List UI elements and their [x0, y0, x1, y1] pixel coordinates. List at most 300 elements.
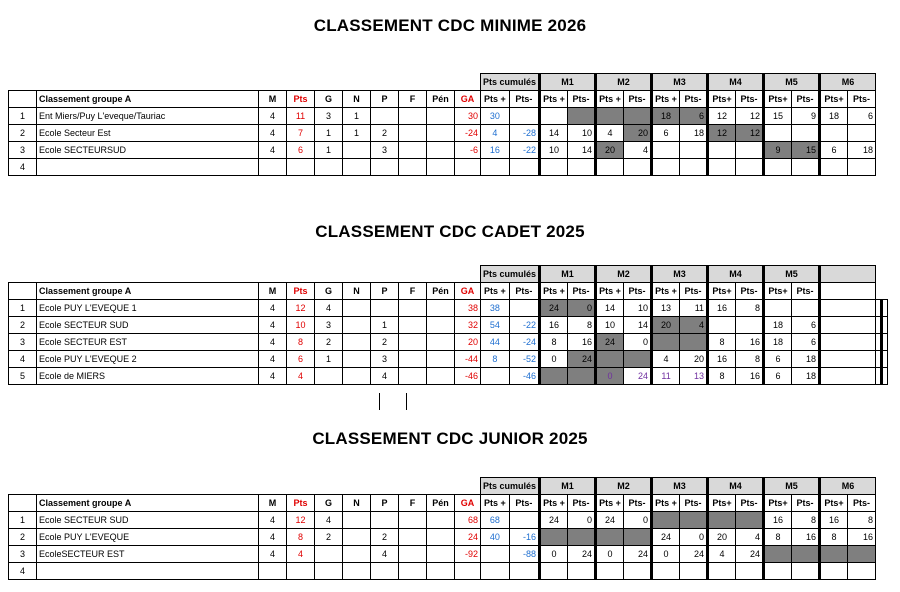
match-label-m3: M3	[652, 266, 708, 283]
match-points-cell	[652, 512, 680, 529]
stat-cell	[343, 159, 371, 176]
cumul-pts-minus-cell: -88	[509, 546, 539, 563]
match-points-cell	[708, 563, 736, 580]
stat-cell	[371, 512, 399, 529]
match-points-cell: 15	[792, 142, 820, 159]
stat-cell: 6	[287, 142, 315, 159]
empty-match-header	[820, 266, 876, 283]
rank-header	[9, 283, 37, 300]
match-points-cell: 24	[568, 546, 596, 563]
match-points-cell: 10	[568, 125, 596, 142]
minime-standings-table	[8, 73, 876, 176]
stat-cell	[343, 529, 371, 546]
match-points-cell	[680, 142, 708, 159]
match-points-cell: 16	[708, 300, 736, 317]
stat-cell: 11	[287, 108, 315, 125]
match-points-cell	[652, 142, 680, 159]
match-label-m5: M5	[764, 74, 820, 91]
match-points-cell: 12	[708, 125, 736, 142]
stat-cell: 3	[315, 108, 343, 125]
table-row	[9, 512, 876, 529]
match-points-cell	[624, 351, 652, 368]
match-label-m2: M2	[596, 266, 652, 283]
stat-cell	[427, 142, 455, 159]
match-points-cell	[708, 512, 736, 529]
stat-cell	[259, 563, 287, 580]
stat-cell	[427, 334, 455, 351]
goal-average-cell: -24	[455, 125, 481, 142]
match-points-cell	[792, 125, 820, 142]
match-points-cell	[624, 108, 652, 125]
column-header-row	[9, 495, 876, 512]
match-points-cell: 18	[792, 351, 820, 368]
rank-cell: 3	[9, 334, 37, 351]
match-points-cell: 8	[736, 351, 764, 368]
match-points-cell	[736, 563, 764, 580]
match-points-cell: 24	[624, 368, 652, 385]
empty-cell	[882, 317, 888, 334]
match-label-m4: M4	[708, 478, 764, 495]
match-points-cell	[568, 108, 596, 125]
table-row	[9, 368, 888, 385]
match-points-cell: 8	[820, 529, 848, 546]
goal-average-cell	[455, 159, 481, 176]
stat-cell	[315, 368, 343, 385]
match-label-m2: M2	[596, 478, 652, 495]
match-points-cell: 18	[764, 334, 792, 351]
match-points-cell: 4	[596, 125, 624, 142]
match-points-cell: 8	[568, 317, 596, 334]
match-points-cell	[792, 159, 820, 176]
match-subheader: Pts-	[792, 91, 820, 108]
column-header: N	[343, 283, 371, 300]
match-subheader: Pts-	[848, 91, 876, 108]
match-points-cell: 6	[792, 317, 820, 334]
match-points-cell	[596, 159, 624, 176]
match-points-cell	[708, 159, 736, 176]
column-header: Pts +	[481, 283, 510, 300]
match-label-m5: M5	[764, 478, 820, 495]
match-points-cell: 20	[652, 317, 680, 334]
match-points-cell	[848, 125, 876, 142]
stat-cell	[343, 368, 371, 385]
match-points-cell	[792, 300, 820, 317]
match-subheader: Pts-	[680, 495, 708, 512]
stat-cell	[399, 563, 427, 580]
match-points-cell	[680, 159, 708, 176]
match-subheader: Pts+	[708, 283, 736, 300]
column-header: Pén	[427, 495, 455, 512]
stat-cell: 4	[371, 546, 399, 563]
empty-cell	[882, 300, 888, 317]
cumul-pts-minus-cell	[509, 300, 539, 317]
stat-cell: 2	[315, 334, 343, 351]
table-row	[9, 142, 876, 159]
match-points-cell: 6	[848, 108, 876, 125]
stat-cell: 4	[315, 300, 343, 317]
rank-header	[9, 495, 37, 512]
match-points-cell	[540, 159, 568, 176]
stat-cell	[399, 317, 427, 334]
team-name-cell: Ecole SECTEUR EST	[37, 334, 259, 351]
stat-cell	[427, 563, 455, 580]
stat-cell: 4	[259, 351, 287, 368]
rank-cell: 4	[9, 563, 37, 580]
column-header: GA	[455, 91, 481, 108]
match-points-cell: 20	[708, 529, 736, 546]
cumul-pts-minus-cell	[509, 108, 539, 125]
match-points-cell: 12	[736, 125, 764, 142]
match-points-cell: 20	[680, 351, 708, 368]
table-row	[9, 159, 876, 176]
match-subheader: Pts+	[764, 495, 792, 512]
column-header: P	[371, 495, 399, 512]
match-subheader: Pts-	[568, 495, 596, 512]
stat-cell	[399, 334, 427, 351]
stat-cell	[399, 351, 427, 368]
stat-cell	[399, 159, 427, 176]
match-points-cell: 0	[652, 546, 680, 563]
rank-cell: 2	[9, 125, 37, 142]
cumul-pts-plus-cell	[481, 546, 510, 563]
column-header: Classement groupe A	[37, 91, 259, 108]
stat-cell: 4	[371, 368, 399, 385]
match-points-cell: 15	[764, 108, 792, 125]
rank-cell: 3	[9, 142, 37, 159]
match-points-cell	[624, 529, 652, 546]
match-points-cell: 24	[680, 546, 708, 563]
column-header: F	[399, 283, 427, 300]
match-points-cell: 20	[624, 125, 652, 142]
stat-cell	[343, 334, 371, 351]
match-points-cell	[596, 529, 624, 546]
minime-title: CLASSEMENT CDC MINIME 2026	[313, 16, 587, 35]
column-header: Pts +	[481, 495, 510, 512]
stat-cell	[427, 512, 455, 529]
stat-cell	[427, 125, 455, 142]
match-points-cell: 8	[764, 529, 792, 546]
stat-cell	[399, 529, 427, 546]
stat-cell	[427, 159, 455, 176]
divider-tick	[379, 393, 380, 410]
match-points-cell: 8	[708, 368, 736, 385]
match-label-m4: M4	[708, 266, 764, 283]
match-points-cell: 6	[764, 351, 792, 368]
match-points-cell: 18	[792, 368, 820, 385]
match-points-cell: 11	[652, 368, 680, 385]
match-subheader: Pts-	[848, 495, 876, 512]
match-points-cell: 18	[652, 108, 680, 125]
match-subheader: Pts +	[540, 91, 568, 108]
match-label-m1: M1	[540, 266, 596, 283]
stat-cell	[399, 368, 427, 385]
goal-average-cell: 32	[455, 317, 481, 334]
table-row	[9, 563, 876, 580]
cumul-pts-plus-cell: 8	[481, 351, 510, 368]
match-points-cell	[652, 334, 680, 351]
column-header: Pts	[287, 91, 315, 108]
match-points-cell	[680, 563, 708, 580]
stat-cell	[287, 159, 315, 176]
match-points-cell	[848, 159, 876, 176]
match-points-cell: 16	[764, 512, 792, 529]
stat-cell	[315, 159, 343, 176]
match-points-cell: 20	[596, 142, 624, 159]
junior-standings-table	[8, 477, 876, 580]
rank-cell: 2	[9, 529, 37, 546]
match-subheader: Pts-	[568, 91, 596, 108]
table-row	[9, 108, 876, 125]
match-label-m6: M6	[820, 74, 876, 91]
match-subheader: Pts+	[708, 91, 736, 108]
column-header: M	[259, 91, 287, 108]
match-points-cell	[820, 317, 876, 334]
stat-cell: 4	[287, 368, 315, 385]
cumul-pts-minus-cell: -22	[509, 142, 539, 159]
column-header: Pén	[427, 283, 455, 300]
match-subheader: Pts+	[820, 91, 848, 108]
team-name-cell: Ecole de MIERS	[37, 368, 259, 385]
match-points-cell	[652, 563, 680, 580]
cumul-pts-plus-cell: 44	[481, 334, 510, 351]
match-points-cell	[568, 159, 596, 176]
cumul-header: Pts cumulés	[481, 74, 540, 91]
column-header: N	[343, 91, 371, 108]
column-header: Pts	[287, 495, 315, 512]
match-label-m3: M3	[652, 478, 708, 495]
stat-cell	[259, 159, 287, 176]
stat-cell: 6	[287, 351, 315, 368]
stat-cell: 8	[287, 334, 315, 351]
rank-cell: 5	[9, 368, 37, 385]
rank-cell: 2	[9, 317, 37, 334]
stat-cell	[427, 317, 455, 334]
column-header: Pts-	[509, 91, 539, 108]
rank-cell: 4	[9, 351, 37, 368]
match-points-cell	[596, 563, 624, 580]
match-label-m6: M6	[820, 478, 876, 495]
match-points-cell: 16	[540, 317, 568, 334]
match-subheader: Pts-	[624, 495, 652, 512]
stat-cell	[371, 563, 399, 580]
match-points-cell	[540, 529, 568, 546]
match-points-cell: 14	[568, 142, 596, 159]
match-points-cell: 13	[680, 368, 708, 385]
match-points-cell: 8	[540, 334, 568, 351]
match-points-cell: 4	[652, 351, 680, 368]
stat-cell	[399, 300, 427, 317]
stat-cell	[427, 300, 455, 317]
goal-average-cell: 20	[455, 334, 481, 351]
match-points-cell	[848, 563, 876, 580]
stat-cell: 2	[371, 529, 399, 546]
match-subheader: Pts +	[540, 495, 568, 512]
stat-cell: 4	[287, 546, 315, 563]
column-header: G	[315, 495, 343, 512]
match-subheader: Pts +	[540, 283, 568, 300]
match-subheader: Pts-	[792, 495, 820, 512]
match-points-cell: 8	[708, 334, 736, 351]
match-points-cell: 0	[624, 334, 652, 351]
team-name-cell: Ecole SECTEUR SUD	[37, 512, 259, 529]
rank-cell: 1	[9, 300, 37, 317]
cumul-pts-plus-cell: 16	[481, 142, 510, 159]
match-points-cell: 0	[540, 546, 568, 563]
match-points-cell	[764, 125, 792, 142]
cumul-pts-plus-cell	[481, 368, 510, 385]
column-header: Pts-	[509, 495, 539, 512]
stat-cell: 4	[315, 512, 343, 529]
column-header: Pts-	[509, 283, 539, 300]
stat-cell: 12	[287, 512, 315, 529]
stat-cell: 12	[287, 300, 315, 317]
stat-cell	[371, 300, 399, 317]
match-subheader: Pts+	[764, 283, 792, 300]
cumul-pts-plus-cell: 68	[481, 512, 510, 529]
match-points-cell: 0	[624, 512, 652, 529]
match-points-cell: 16	[736, 334, 764, 351]
column-header-row	[9, 91, 876, 108]
match-points-cell	[764, 159, 792, 176]
match-points-cell: 24	[568, 351, 596, 368]
match-points-cell	[652, 159, 680, 176]
match-label-m3: M3	[652, 74, 708, 91]
column-header: GA	[455, 283, 481, 300]
match-points-cell	[568, 529, 596, 546]
match-points-cell: 0	[596, 546, 624, 563]
match-points-cell	[764, 300, 792, 317]
match-subheader: Pts-	[680, 91, 708, 108]
match-points-cell: 4	[708, 546, 736, 563]
stat-cell: 2	[371, 125, 399, 142]
stat-cell: 4	[259, 334, 287, 351]
table-row	[9, 529, 876, 546]
stat-cell: 1	[315, 142, 343, 159]
stat-cell: 10	[287, 317, 315, 334]
match-points-cell	[820, 300, 876, 317]
match-subheader: Pts-	[792, 283, 820, 300]
match-points-cell: 13	[652, 300, 680, 317]
match-points-cell: 10	[596, 317, 624, 334]
match-points-cell: 16	[820, 512, 848, 529]
goal-average-cell: -46	[455, 368, 481, 385]
cumul-pts-plus-cell: 54	[481, 317, 510, 334]
cumul-pts-minus-cell: -16	[509, 529, 539, 546]
match-points-cell	[820, 368, 876, 385]
stat-cell	[343, 512, 371, 529]
match-subheader: Pts-	[736, 495, 764, 512]
match-points-cell: 24	[596, 334, 624, 351]
stat-cell	[427, 108, 455, 125]
match-label-m1: M1	[540, 478, 596, 495]
match-points-cell	[680, 512, 708, 529]
match-points-cell: 24	[540, 512, 568, 529]
cumul-pts-plus-cell: 30	[481, 108, 510, 125]
match-header-row	[9, 266, 888, 283]
table-row	[9, 317, 888, 334]
match-label-m4: M4	[708, 74, 764, 91]
match-points-cell	[820, 334, 876, 351]
match-subheader: Pts+	[708, 495, 736, 512]
cumul-pts-plus-cell: 40	[481, 529, 510, 546]
stat-cell	[427, 351, 455, 368]
match-points-cell	[736, 317, 764, 334]
stat-cell	[399, 125, 427, 142]
match-points-cell: 4	[680, 317, 708, 334]
goal-average-cell: 38	[455, 300, 481, 317]
match-points-cell	[820, 563, 848, 580]
column-header: N	[343, 495, 371, 512]
match-points-cell: 8	[736, 300, 764, 317]
match-points-cell	[848, 546, 876, 563]
rank-cell: 4	[9, 159, 37, 176]
match-points-cell: 16	[708, 351, 736, 368]
goal-average-cell: -44	[455, 351, 481, 368]
stat-cell	[427, 529, 455, 546]
match-points-cell: 11	[680, 300, 708, 317]
match-points-cell: 0	[540, 351, 568, 368]
match-points-cell: 0	[568, 512, 596, 529]
rank-cell: 1	[9, 108, 37, 125]
rank-cell: 3	[9, 546, 37, 563]
rank-header	[9, 91, 37, 108]
column-header: Classement groupe A	[37, 283, 259, 300]
match-points-cell: 16	[792, 529, 820, 546]
stat-cell: 4	[259, 108, 287, 125]
match-points-cell: 10	[624, 300, 652, 317]
match-points-cell	[568, 368, 596, 385]
match-points-cell: 16	[736, 368, 764, 385]
column-header: GA	[455, 495, 481, 512]
match-points-cell	[820, 351, 876, 368]
column-header: M	[259, 495, 287, 512]
match-points-cell	[624, 563, 652, 580]
stat-cell	[399, 512, 427, 529]
match-points-cell	[624, 159, 652, 176]
match-points-cell: 14	[624, 317, 652, 334]
match-subheader: Pts +	[596, 495, 624, 512]
match-subheader: Pts-	[736, 283, 764, 300]
stat-cell: 7	[287, 125, 315, 142]
stat-cell: 1	[343, 108, 371, 125]
match-points-cell: 0	[568, 300, 596, 317]
match-subheader: Pts-	[680, 283, 708, 300]
match-points-cell	[596, 108, 624, 125]
goal-average-cell: -6	[455, 142, 481, 159]
stat-cell: 4	[259, 125, 287, 142]
column-header: Pén	[427, 91, 455, 108]
table-row	[9, 334, 888, 351]
team-name-cell: Ecole PUY L'EVEQUE 1	[37, 300, 259, 317]
match-points-cell: 9	[792, 108, 820, 125]
match-points-cell: 10	[540, 142, 568, 159]
empty-cell	[820, 283, 876, 300]
match-points-cell: 12	[736, 108, 764, 125]
match-points-cell: 24	[624, 546, 652, 563]
cumul-pts-minus-cell: -46	[509, 368, 539, 385]
cumul-pts-plus-cell: 38	[481, 300, 510, 317]
cumul-pts-minus-cell	[509, 159, 539, 176]
match-points-cell	[792, 546, 820, 563]
match-points-cell: 8	[848, 512, 876, 529]
empty-cell	[882, 368, 888, 385]
match-points-cell: 18	[764, 317, 792, 334]
table-row	[9, 351, 888, 368]
match-subheader: Pts +	[652, 283, 680, 300]
match-points-cell: 18	[820, 108, 848, 125]
stat-cell: 1	[315, 125, 343, 142]
stat-cell	[399, 546, 427, 563]
